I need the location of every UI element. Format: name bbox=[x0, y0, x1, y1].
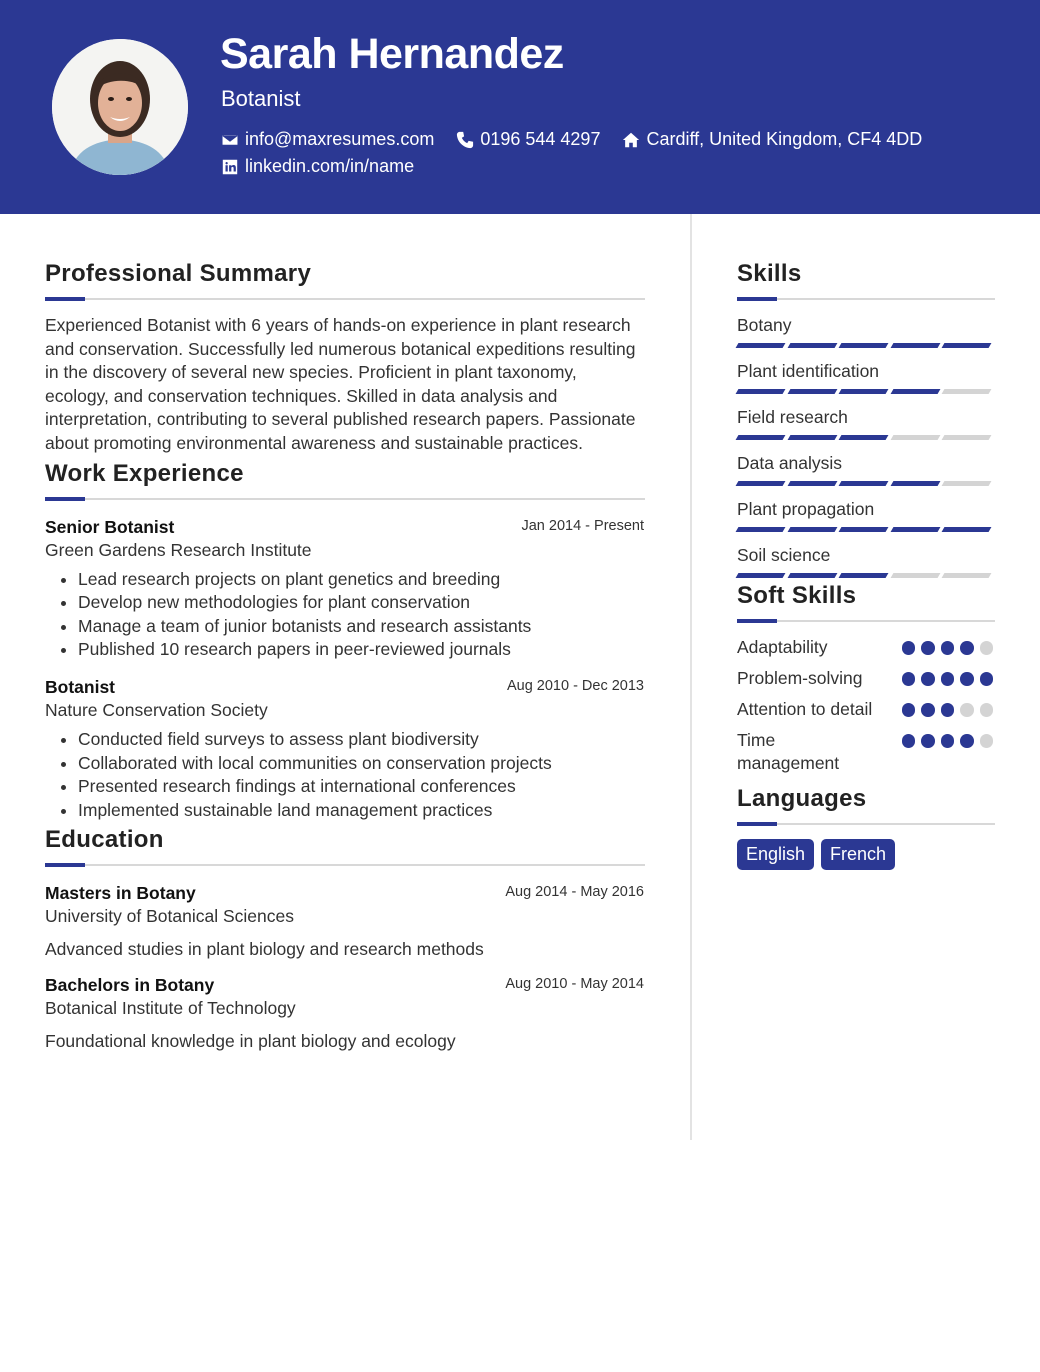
skill-level-bar bbox=[737, 481, 995, 486]
languages-section bbox=[737, 783, 995, 870]
skill-level-segment bbox=[890, 481, 939, 486]
summary-section bbox=[45, 258, 645, 456]
section-rule bbox=[737, 823, 995, 825]
languages-list bbox=[737, 839, 995, 870]
skill-level-segment bbox=[890, 573, 939, 578]
skill-level-segment bbox=[942, 573, 991, 578]
contact-row-2 bbox=[221, 156, 436, 177]
contact-phone[interactable] bbox=[456, 129, 600, 150]
skill-level-segment bbox=[839, 481, 888, 486]
skill-level-segment bbox=[839, 573, 888, 578]
job-bullet: • Published 10 research papers in peer-reviewed journals bbox=[78, 638, 645, 662]
job-date: Aug 2010 - Dec 2013 bbox=[506, 677, 644, 694]
phone-text: 0196 544 4297 bbox=[480, 129, 601, 149]
linkedin-icon bbox=[221, 158, 239, 176]
skill-item bbox=[737, 314, 995, 348]
skill-level-segment bbox=[839, 343, 888, 348]
rating-dot bbox=[902, 703, 916, 717]
soft-skill-rating bbox=[902, 636, 996, 655]
skill-level-segment bbox=[839, 527, 888, 532]
skill-level-segment bbox=[942, 481, 991, 486]
home-icon bbox=[622, 131, 640, 149]
skill-level-bar bbox=[737, 389, 995, 394]
summary-text: Experienced Botanist with 6 years of hands-on experience in plant research and conservation. Successfully led numerous botanical expeditions resulting in the discovery of several new species. Proficient in plant taxonomy, ecology, and conservation techniques. Skilled in data analysis and interpretation, contributing to several published research papers. Passionate about promoting environmental awareness and sustainable practices. bbox=[45, 315, 636, 453]
soft-skills-section bbox=[737, 580, 995, 775]
rating-dot bbox=[921, 672, 935, 686]
skill-level-segment bbox=[890, 435, 939, 440]
skill-level-segment bbox=[942, 343, 991, 348]
rating-dot bbox=[941, 641, 955, 655]
profile-photo bbox=[52, 39, 188, 175]
skill-level-segment bbox=[942, 389, 991, 394]
skills-section bbox=[737, 258, 995, 578]
soft-skill-rating bbox=[902, 729, 996, 748]
skills-list bbox=[737, 314, 995, 578]
skill-level-bar bbox=[737, 435, 995, 440]
side-column bbox=[737, 258, 995, 870]
job-bullet: • Conducted field surveys to assess plant biodiversity bbox=[78, 728, 645, 752]
skill-item bbox=[737, 360, 995, 394]
skill-level-segment bbox=[839, 389, 888, 394]
skill-level-segment bbox=[787, 435, 836, 440]
rating-dot bbox=[921, 734, 935, 748]
school: University of Botanical Sciences bbox=[45, 906, 294, 927]
section-heading: Soft Skills bbox=[737, 582, 857, 609]
education-section bbox=[45, 824, 645, 1052]
skill-name: Soil science bbox=[737, 545, 831, 565]
job-bullets bbox=[45, 728, 645, 822]
section-rule bbox=[737, 298, 995, 300]
skill-level-segment bbox=[736, 573, 785, 578]
rating-dot bbox=[902, 641, 916, 655]
skill-level-segment bbox=[736, 389, 785, 394]
rating-dot bbox=[960, 641, 974, 655]
language-badge: French bbox=[821, 839, 895, 870]
candidate-name: Sarah Hernandez bbox=[220, 30, 564, 78]
section-rule bbox=[45, 864, 645, 866]
section-heading: Languages bbox=[737, 785, 867, 812]
rating-dot bbox=[980, 734, 994, 748]
skill-level-bar bbox=[737, 573, 995, 578]
job-organization: Green Gardens Research Institute bbox=[45, 539, 312, 560]
job-bullet: • Develop new methodologies for plant conservation bbox=[78, 591, 645, 615]
job-organization: Nature Conservation Society bbox=[45, 699, 268, 720]
job-entry bbox=[45, 676, 645, 822]
soft-skill-name: Problem-solving bbox=[737, 668, 863, 688]
section-heading: Education bbox=[45, 826, 164, 854]
rating-dot bbox=[902, 672, 916, 686]
skill-level-segment bbox=[736, 481, 785, 486]
skill-name: Field research bbox=[737, 407, 848, 427]
soft-skill-name: Adaptability bbox=[737, 637, 828, 657]
skill-level-segment bbox=[736, 527, 785, 532]
skill-item bbox=[737, 406, 995, 440]
soft-skill-rating bbox=[902, 667, 996, 686]
skill-name: Plant identification bbox=[737, 361, 880, 381]
main-column bbox=[45, 258, 645, 1052]
rating-dot bbox=[941, 672, 955, 686]
skill-level-segment bbox=[890, 389, 939, 394]
contact-address bbox=[622, 129, 922, 150]
skill-level-segment bbox=[787, 481, 836, 486]
skill-level-segment bbox=[787, 573, 836, 578]
rating-dot bbox=[960, 672, 974, 686]
soft-skill-item bbox=[737, 698, 995, 721]
rating-dot bbox=[921, 703, 935, 717]
soft-skill-rating bbox=[902, 698, 996, 717]
soft-skill-item bbox=[737, 667, 995, 690]
avatar bbox=[52, 39, 188, 175]
job-title: Botanist bbox=[45, 676, 115, 697]
skill-level-segment bbox=[839, 435, 888, 440]
contact-linkedin[interactable] bbox=[221, 156, 414, 177]
rating-dot bbox=[960, 734, 974, 748]
column-divider bbox=[690, 214, 692, 1140]
job-entry bbox=[45, 516, 645, 662]
skill-name: Plant propagation bbox=[737, 499, 875, 519]
section-rule bbox=[737, 620, 995, 622]
skill-level-segment bbox=[890, 527, 939, 532]
phone-icon bbox=[456, 131, 474, 149]
skill-item bbox=[737, 544, 995, 578]
rating-dot bbox=[941, 734, 955, 748]
section-rule bbox=[45, 298, 645, 300]
degree: Masters in Botany bbox=[45, 883, 196, 904]
job-bullet: • Collaborated with local communities on conservation projects bbox=[78, 752, 645, 776]
job-bullet: • Manage a team of junior botanists and research assistants bbox=[78, 615, 645, 639]
skill-level-segment bbox=[890, 343, 939, 348]
experience-section bbox=[45, 458, 645, 823]
envelope-icon bbox=[221, 131, 239, 149]
skill-level-bar bbox=[737, 527, 995, 532]
candidate-title: Botanist bbox=[221, 86, 301, 111]
skill-level-bar bbox=[737, 343, 995, 348]
skill-name: Botany bbox=[737, 315, 792, 335]
job-bullet: • Presented research findings at international conferences bbox=[78, 775, 645, 799]
section-heading: Professional Summary bbox=[45, 260, 312, 287]
skill-level-segment bbox=[736, 435, 785, 440]
education-date: Aug 2014 - May 2016 bbox=[505, 884, 644, 901]
rating-dot bbox=[980, 703, 994, 717]
soft-skill-name: Time management bbox=[737, 730, 840, 773]
education-entry bbox=[45, 974, 645, 1052]
education-description: Foundational knowledge in plant biology and ecology bbox=[45, 1031, 456, 1052]
rating-dot bbox=[941, 703, 955, 717]
soft-skill-name: Attention to detail bbox=[737, 699, 873, 719]
education-date: Aug 2010 - May 2014 bbox=[505, 976, 644, 993]
job-bullets bbox=[45, 568, 645, 662]
linkedin-text: linkedin.com/in/name bbox=[245, 156, 415, 176]
job-title: Senior Botanist bbox=[45, 516, 175, 537]
skill-level-segment bbox=[787, 527, 836, 532]
language-badge: English bbox=[737, 839, 814, 870]
section-rule bbox=[45, 498, 645, 500]
section-heading: Work Experience bbox=[45, 459, 244, 487]
contact-row bbox=[221, 129, 944, 150]
rating-dot bbox=[980, 641, 994, 655]
skill-level-segment bbox=[787, 343, 836, 348]
rating-dot bbox=[902, 734, 916, 748]
section-heading: Skills bbox=[737, 260, 802, 287]
contact-email[interactable] bbox=[221, 129, 434, 150]
education-description: Advanced studies in plant biology and research methods bbox=[45, 939, 484, 960]
rating-dot bbox=[960, 703, 974, 717]
skill-level-segment bbox=[787, 389, 836, 394]
resume-header bbox=[0, 0, 1040, 214]
rating-dot bbox=[921, 641, 935, 655]
skill-item bbox=[737, 498, 995, 532]
rating-dot bbox=[980, 672, 994, 686]
skill-name: Data analysis bbox=[737, 453, 843, 473]
school: Botanical Institute of Technology bbox=[45, 998, 296, 1019]
skill-level-segment bbox=[942, 527, 991, 532]
soft-skills-list bbox=[737, 636, 995, 775]
soft-skill-item bbox=[737, 636, 995, 659]
address-text: Cardiff, United Kingdom, CF4 4DD bbox=[646, 129, 923, 149]
soft-skill-item bbox=[737, 729, 995, 775]
job-bullet: • Implemented sustainable land management practices bbox=[78, 799, 645, 823]
degree: Bachelors in Botany bbox=[45, 975, 215, 996]
skill-level-segment bbox=[736, 343, 785, 348]
skill-level-segment bbox=[942, 435, 991, 440]
email-text: info@maxresumes.com bbox=[245, 129, 435, 149]
job-bullet: • Lead research projects on plant genetics and breeding bbox=[78, 568, 645, 592]
skill-item bbox=[737, 452, 995, 486]
job-date: Jan 2014 - Present bbox=[521, 517, 644, 534]
education-entry bbox=[45, 882, 645, 960]
